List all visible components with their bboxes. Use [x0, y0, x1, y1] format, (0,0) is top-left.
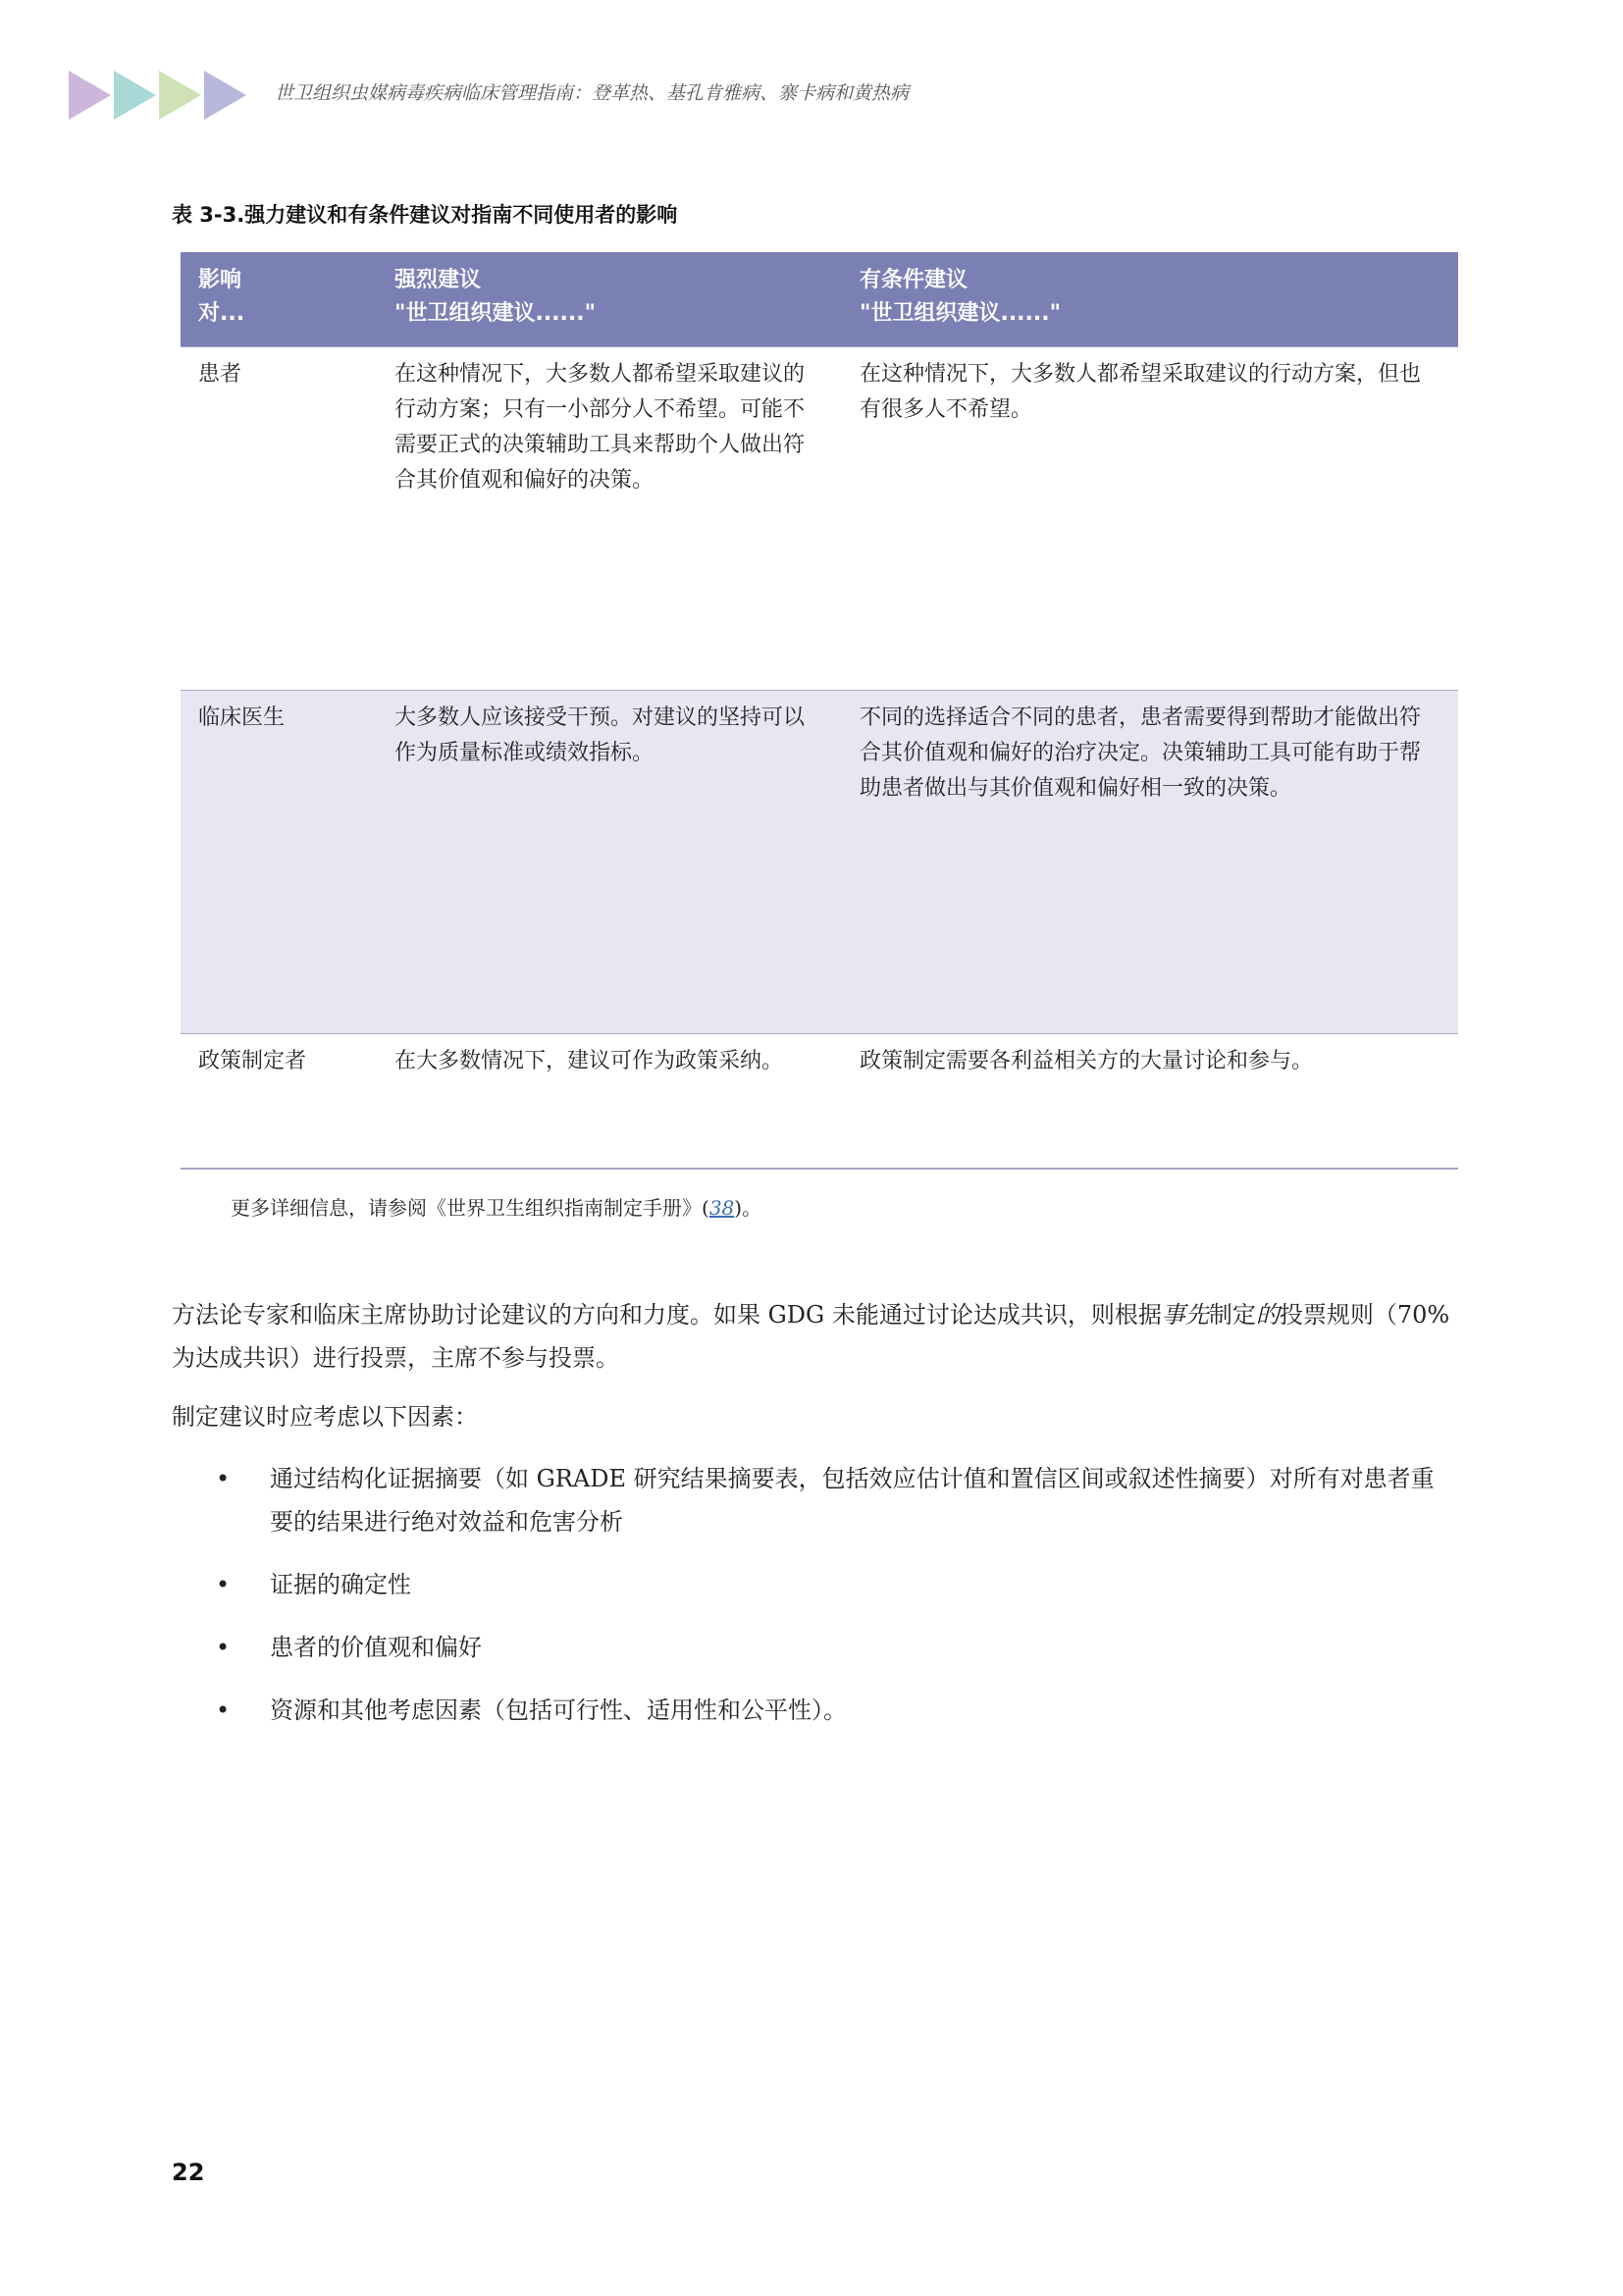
bullet-icon: • — [216, 1696, 231, 1724]
header-arrow-icon — [159, 71, 201, 120]
row-who: 临床医生 — [181, 691, 377, 1034]
page-header — [69, 65, 1560, 120]
header-arrow-icon — [114, 71, 156, 120]
table-note: 更多详细信息，请参阅《世界卫生组织指南制定手册》(38)。 — [231, 1196, 762, 1220]
header-arrow-icon — [204, 71, 246, 120]
bullet-icon: • — [216, 1465, 231, 1492]
list-item: • 资源和其他考虑因素（包括可行性、适用性和公平性）。 — [216, 1689, 1452, 1732]
header-arrow-icon — [69, 71, 111, 120]
header-impact: 影响 对... — [181, 252, 377, 347]
list-item: • 患者的价值观和偏好 — [216, 1626, 1452, 1669]
list-item: • 证据的确定性 — [216, 1563, 1452, 1606]
row-who: 政策制定者 — [181, 1034, 377, 1170]
bullet-icon: • — [216, 1571, 231, 1598]
table-row — [181, 1034, 1458, 1170]
recommendation-table — [181, 252, 1458, 1170]
row-conditional: 在这种情况下，大多数人都希望采取建议的行动方案，但也有很多人不希望。 — [842, 347, 1458, 691]
row-strong: 在这种情况下，大多数人都希望采取建议的行动方案；只有一小部分人不希望。可能不需要正式的决策辅助工具来帮助个人做出符合其价值观和偏好的决策。 — [377, 347, 842, 691]
row-who: 患者 — [181, 347, 377, 691]
table-header-row — [181, 252, 1458, 347]
reference-link[interactable]: 38 — [708, 1196, 735, 1220]
table-row — [181, 691, 1458, 1034]
table-caption: 表 3-3.强力建议和有条件建议对指南不同使用者的影响 — [172, 203, 678, 227]
header-conditional: 有条件建议 "世卫组织建议......" — [842, 252, 1458, 347]
row-strong: 大多数人应该接受干预。对建议的坚持可以作为质量标准或绩效指标。 — [377, 691, 842, 1034]
table-row — [181, 347, 1458, 691]
paragraph-voting: 方法论专家和临床主席协助讨论建议的方向和力度。如果 GDG 未能通过讨论达成共识，则根据事先制定的投票规则（70% 为达成共识）进行投票，主席不参与投票。 — [172, 1301, 1450, 1372]
header-strong: 强烈建议 "世卫组织建议......" — [377, 252, 842, 347]
header-title: 世卫组织虫媒病毒疾病临床管理指南：登革热、基孔肯雅病、寨卡病和黄热病 — [275, 82, 910, 104]
row-conditional: 不同的选择适合不同的患者，患者需要得到帮助才能做出符合其价值观和偏好的治疗决定。决策辅助工具可能有助于帮助患者做出与其价值观和偏好相一致的决策。 — [842, 691, 1458, 1034]
row-conditional: 政策制定需要各利益相关方的大量讨论和参与。 — [842, 1034, 1458, 1170]
row-strong: 在大多数情况下，建议可作为政策采纳。 — [377, 1034, 842, 1170]
page-number: 22 — [172, 2159, 205, 2186]
factors-list — [216, 1457, 1452, 1751]
bullet-icon: • — [216, 1634, 231, 1661]
paragraph-factors-intro: 制定建议时应考虑以下因素： — [172, 1403, 478, 1431]
list-item: • 通过结构化证据摘要（如 GRADE 研究结果摘要表，包括效应估计值和置信区间或叙述性摘要）对所有对患者重要的结果进行绝对效益和危害分析 — [216, 1457, 1452, 1543]
